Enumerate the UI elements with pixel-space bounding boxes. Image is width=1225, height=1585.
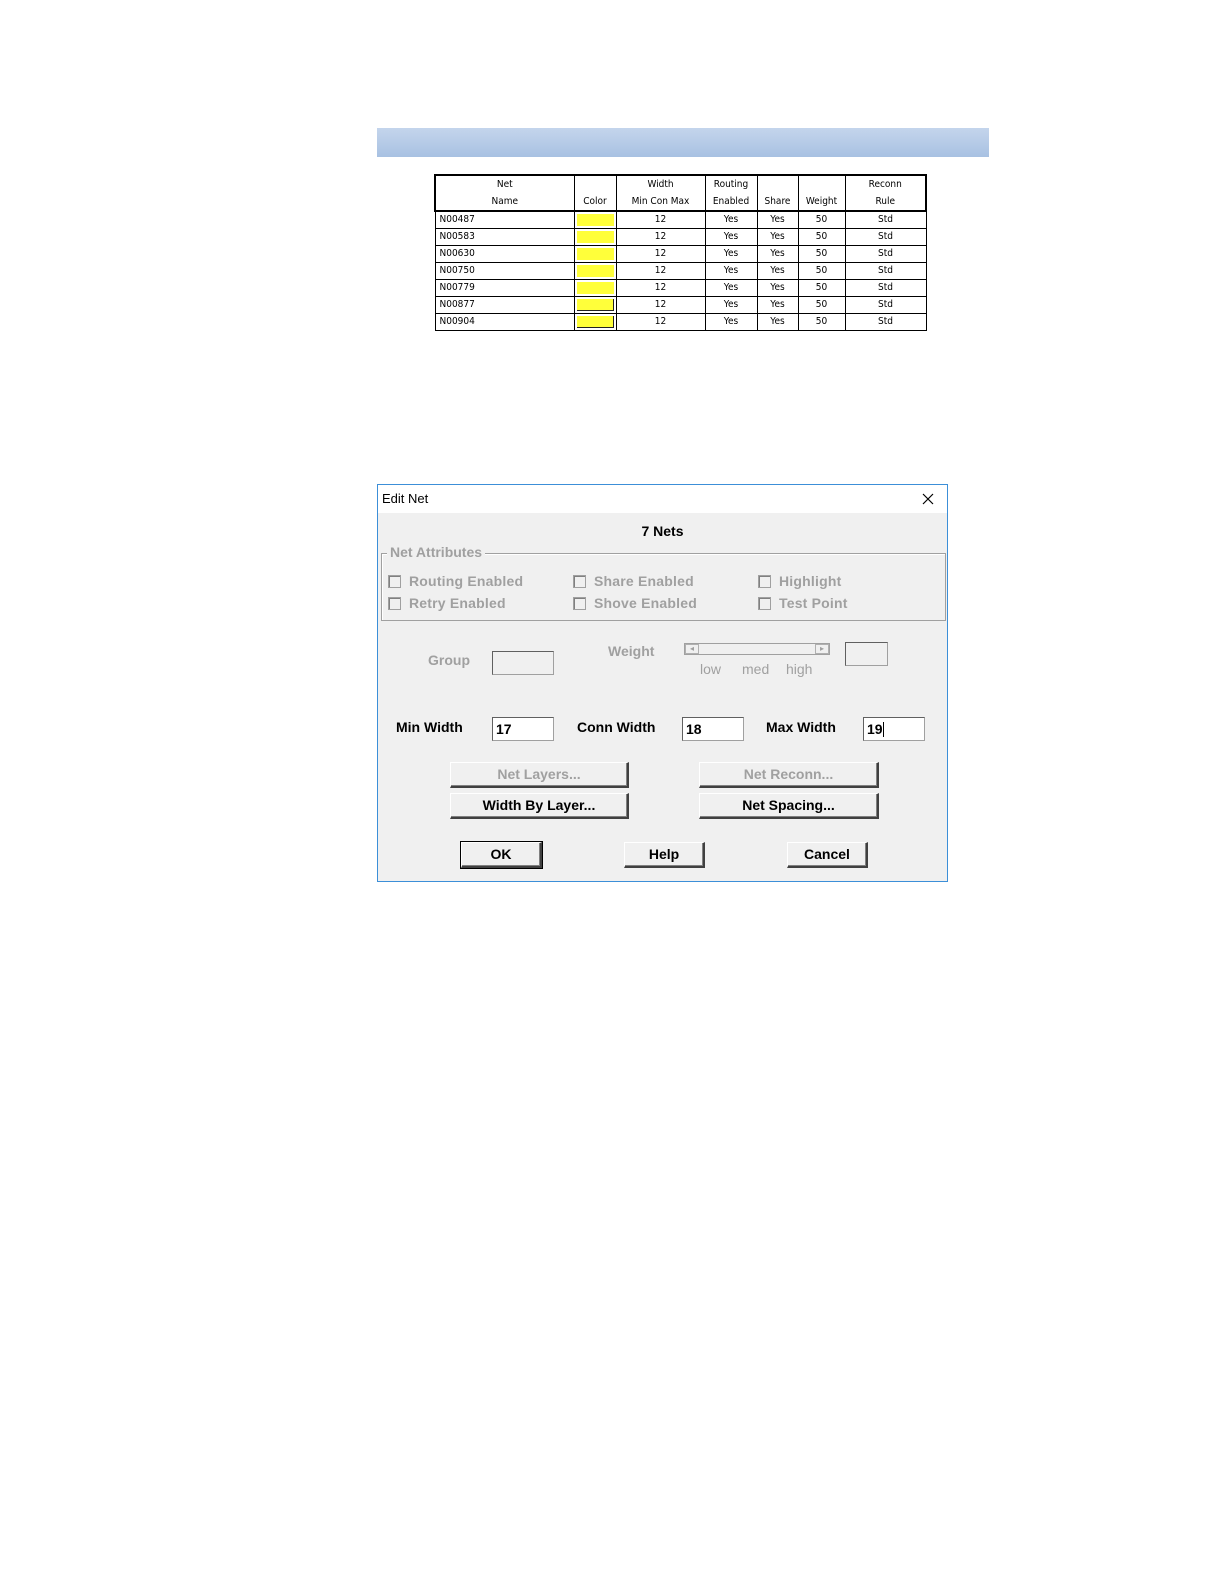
retry-enabled-label: Retry Enabled [409,595,506,611]
cell-name: N00904 [435,314,574,331]
cell-width: 12 [616,211,705,229]
routing-enabled-checkbox[interactable] [388,573,523,589]
col-header-share [757,175,798,211]
cell-weight: 50 [798,314,845,331]
color-swatch [577,231,614,243]
cell-reconn: Std [845,280,926,297]
color-cell [574,280,616,297]
cancel-button[interactable]: Cancel [787,842,868,868]
title-bar[interactable] [378,485,947,513]
col-header-reconn-rule [845,175,926,211]
cell-share: Yes [757,229,798,246]
cell-routing: Yes [705,280,757,297]
checkbox-box[interactable] [758,575,771,588]
close-icon[interactable] [913,485,943,513]
cell-reconn: Std [845,211,926,229]
retry-enabled-checkbox[interactable] [388,595,506,611]
table-row [435,280,926,297]
cell-width: 12 [616,280,705,297]
cell-weight: 50 [798,263,845,280]
col-header-width [616,175,705,211]
routing-enabled-label: Routing Enabled [409,573,524,589]
cell-weight: 50 [798,229,845,246]
color-cell [574,246,616,263]
test-point-label: Test Point [779,595,848,611]
color-cell [574,211,616,229]
header-line: Routing [713,179,749,190]
cell-reconn: Std [845,229,926,246]
cell-weight: 50 [798,211,845,229]
checkbox-box[interactable] [573,575,586,588]
net-spacing-button[interactable]: Net Spacing... [699,793,879,819]
test-point-checkbox[interactable] [758,595,848,611]
cell-name: N00487 [435,211,574,229]
color-swatch [577,265,614,277]
width-by-layer-button[interactable]: Width By Layer... [450,793,629,819]
min-width-value: 17 [496,721,512,737]
cell-name: N00630 [435,246,574,263]
cell-width: 12 [616,314,705,331]
col-header-net-name [435,175,574,211]
weight-value-field[interactable] [845,642,888,666]
conn-width-field[interactable] [682,717,744,741]
table-row [435,314,926,331]
table-row [435,246,926,263]
group-field[interactable] [492,651,554,675]
dialog-title: Edit Net [382,491,429,506]
cell-width: 12 [616,297,705,314]
color-cell [574,229,616,246]
min-width-label: Min Width [396,719,463,735]
section-header-band [377,128,989,157]
cell-width: 12 [616,229,705,246]
net-attributes-legend: Net Attributes [387,544,485,560]
header-line: Min Con Max [631,196,690,207]
checkbox-box[interactable] [388,597,401,610]
cell-name: N00877 [435,297,574,314]
cell-share: Yes [757,297,798,314]
color-swatch [577,316,614,328]
highlight-checkbox[interactable] [758,573,841,589]
color-cell [574,314,616,331]
net-layers-button[interactable]: Net Layers... [450,762,629,788]
header-line [799,176,845,193]
cell-weight: 50 [798,297,845,314]
cell-weight: 50 [798,246,845,263]
highlight-label: Highlight [779,573,842,589]
shove-enabled-checkbox[interactable] [573,595,697,611]
cell-reconn: Std [845,246,926,263]
cell-width: 12 [616,246,705,263]
cell-reconn: Std [845,314,926,331]
cell-share: Yes [757,314,798,331]
conn-width-label: Conn Width [577,719,656,735]
col-header-color [574,175,616,211]
checkbox-box[interactable] [758,597,771,610]
cell-reconn: Std [845,297,926,314]
color-swatch [577,214,614,226]
color-swatch [577,299,614,311]
weight-slider[interactable] [684,643,830,655]
header-line [575,176,616,193]
share-enabled-label: Share Enabled [594,573,694,589]
cell-name: N00750 [435,263,574,280]
color-cell [574,263,616,280]
checkbox-box[interactable] [388,575,401,588]
net-reconn-button[interactable]: Net Reconn... [699,762,879,788]
net-count-label: 7 Nets [641,523,684,539]
weight-med-label: med [742,661,770,677]
header-line [758,176,798,193]
shove-enabled-label: Shove Enabled [594,595,697,611]
table-row [435,211,926,229]
table-row [435,263,926,280]
header-line: Name [491,196,519,207]
cell-routing: Yes [705,246,757,263]
header-line: Weight [805,196,838,207]
net-table [434,174,927,331]
table-header-row [435,175,926,211]
col-header-routing-enabled [705,175,757,211]
cell-share: Yes [757,246,798,263]
header-line: Width [647,179,674,190]
scroll-left-icon[interactable]: ◂ [685,644,699,654]
color-swatch [577,248,614,260]
checkbox-box[interactable] [573,597,586,610]
ok-button[interactable]: OK [461,842,542,868]
cell-routing: Yes [705,229,757,246]
group-label: Group [428,652,470,668]
weight-high-label: high [786,661,813,677]
share-enabled-checkbox[interactable] [573,573,694,589]
weight-low-label: low [700,661,722,677]
header-line: Color [583,196,607,207]
max-width-field[interactable] [863,717,925,741]
cell-routing: Yes [705,297,757,314]
cell-routing: Yes [705,314,757,331]
cell-share: Yes [757,280,798,297]
header-line: Reconn [868,179,902,190]
weight-label: Weight [608,643,655,659]
max-width-value: 19 [867,721,883,737]
cell-name: N00779 [435,280,574,297]
cell-routing: Yes [705,263,757,280]
color-swatch [577,282,614,294]
cell-weight: 50 [798,280,845,297]
cell-name: N00583 [435,229,574,246]
cell-reconn: Std [845,263,926,280]
cell-share: Yes [757,263,798,280]
col-header-weight [798,175,845,211]
color-cell [574,297,616,314]
scroll-right-icon[interactable]: ▸ [815,644,829,654]
table-row [435,297,926,314]
header-line: Share [764,196,791,207]
max-width-label: Max Width [766,719,836,735]
header-line: Enabled [712,196,750,207]
cell-width: 12 [616,263,705,280]
conn-width-value: 18 [686,721,702,737]
min-width-field[interactable] [492,717,554,741]
table-row [435,229,926,246]
edit-net-dialog [377,484,948,882]
cell-routing: Yes [705,211,757,229]
header-line: Rule [875,196,896,207]
text-caret [883,722,884,737]
help-button[interactable]: Help [624,842,705,868]
header-line: Net [496,179,513,190]
cell-share: Yes [757,211,798,229]
